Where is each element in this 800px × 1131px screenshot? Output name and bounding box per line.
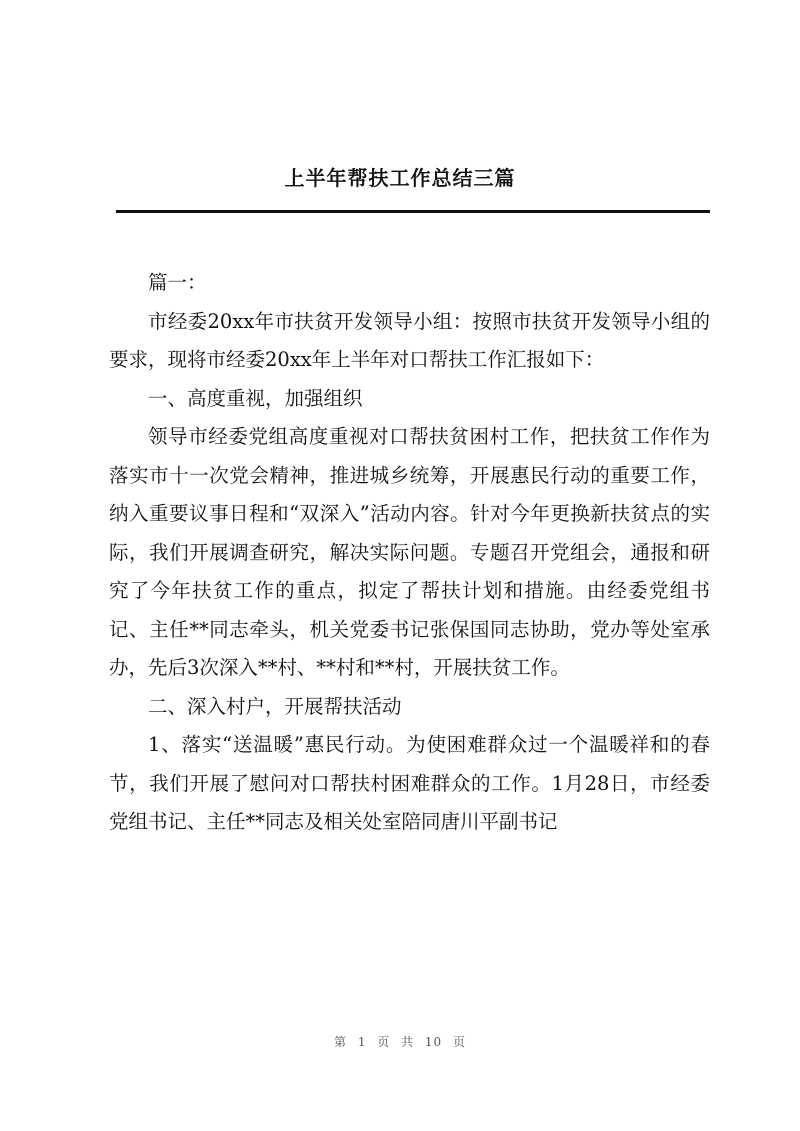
title-divider	[116, 210, 710, 213]
paragraph: 篇一：	[148, 271, 207, 294]
section-heading: 二、深入村户，开展帮扶活动	[148, 694, 402, 718]
paragraph: 领导市经委党组高度重视对口帮扶贫困村工作，把扶贫工作作为落实市十一次党会精神，推进城乡统筹，开展惠民行动的重要工作，纳入重要议事日程和“双深入”活动内容。针对今年更换新扶贫点的实际，我们开展调查研究，解决实际问题。专题召开党组会，通报和研究了今年扶贫工作的重点，拟定了帮扶计划和措施。由经委党组书记、主任**同志牵头，机关党委书记张保国同志协助，党办等处室承办，先后3次深入**村、**村和**村，开展扶贫工作。	[109, 425, 710, 679]
paragraph: 市经委20xx年市扶贫开发领导小组：按照市扶贫开发领导小组的要求，现将市经委20xx年上半年对口帮扶工作汇报如下：	[109, 309, 710, 371]
page-footer: 第 1 页 共 10 页	[334, 1035, 466, 1049]
document-body	[109, 264, 710, 842]
section-heading: 一、高度重视，加强组织	[148, 386, 363, 410]
document-title: 上半年帮扶工作总结三篇	[284, 166, 516, 190]
paragraph: 1、落实“送温暖”惠民行动。为使困难群众过一个温暖祥和的春节，我们开展了慰问对口帮扶村困难群众的工作。1月28日，市经委党组书记、主任**同志及相关处室陪同唐川平副书记	[109, 733, 710, 833]
